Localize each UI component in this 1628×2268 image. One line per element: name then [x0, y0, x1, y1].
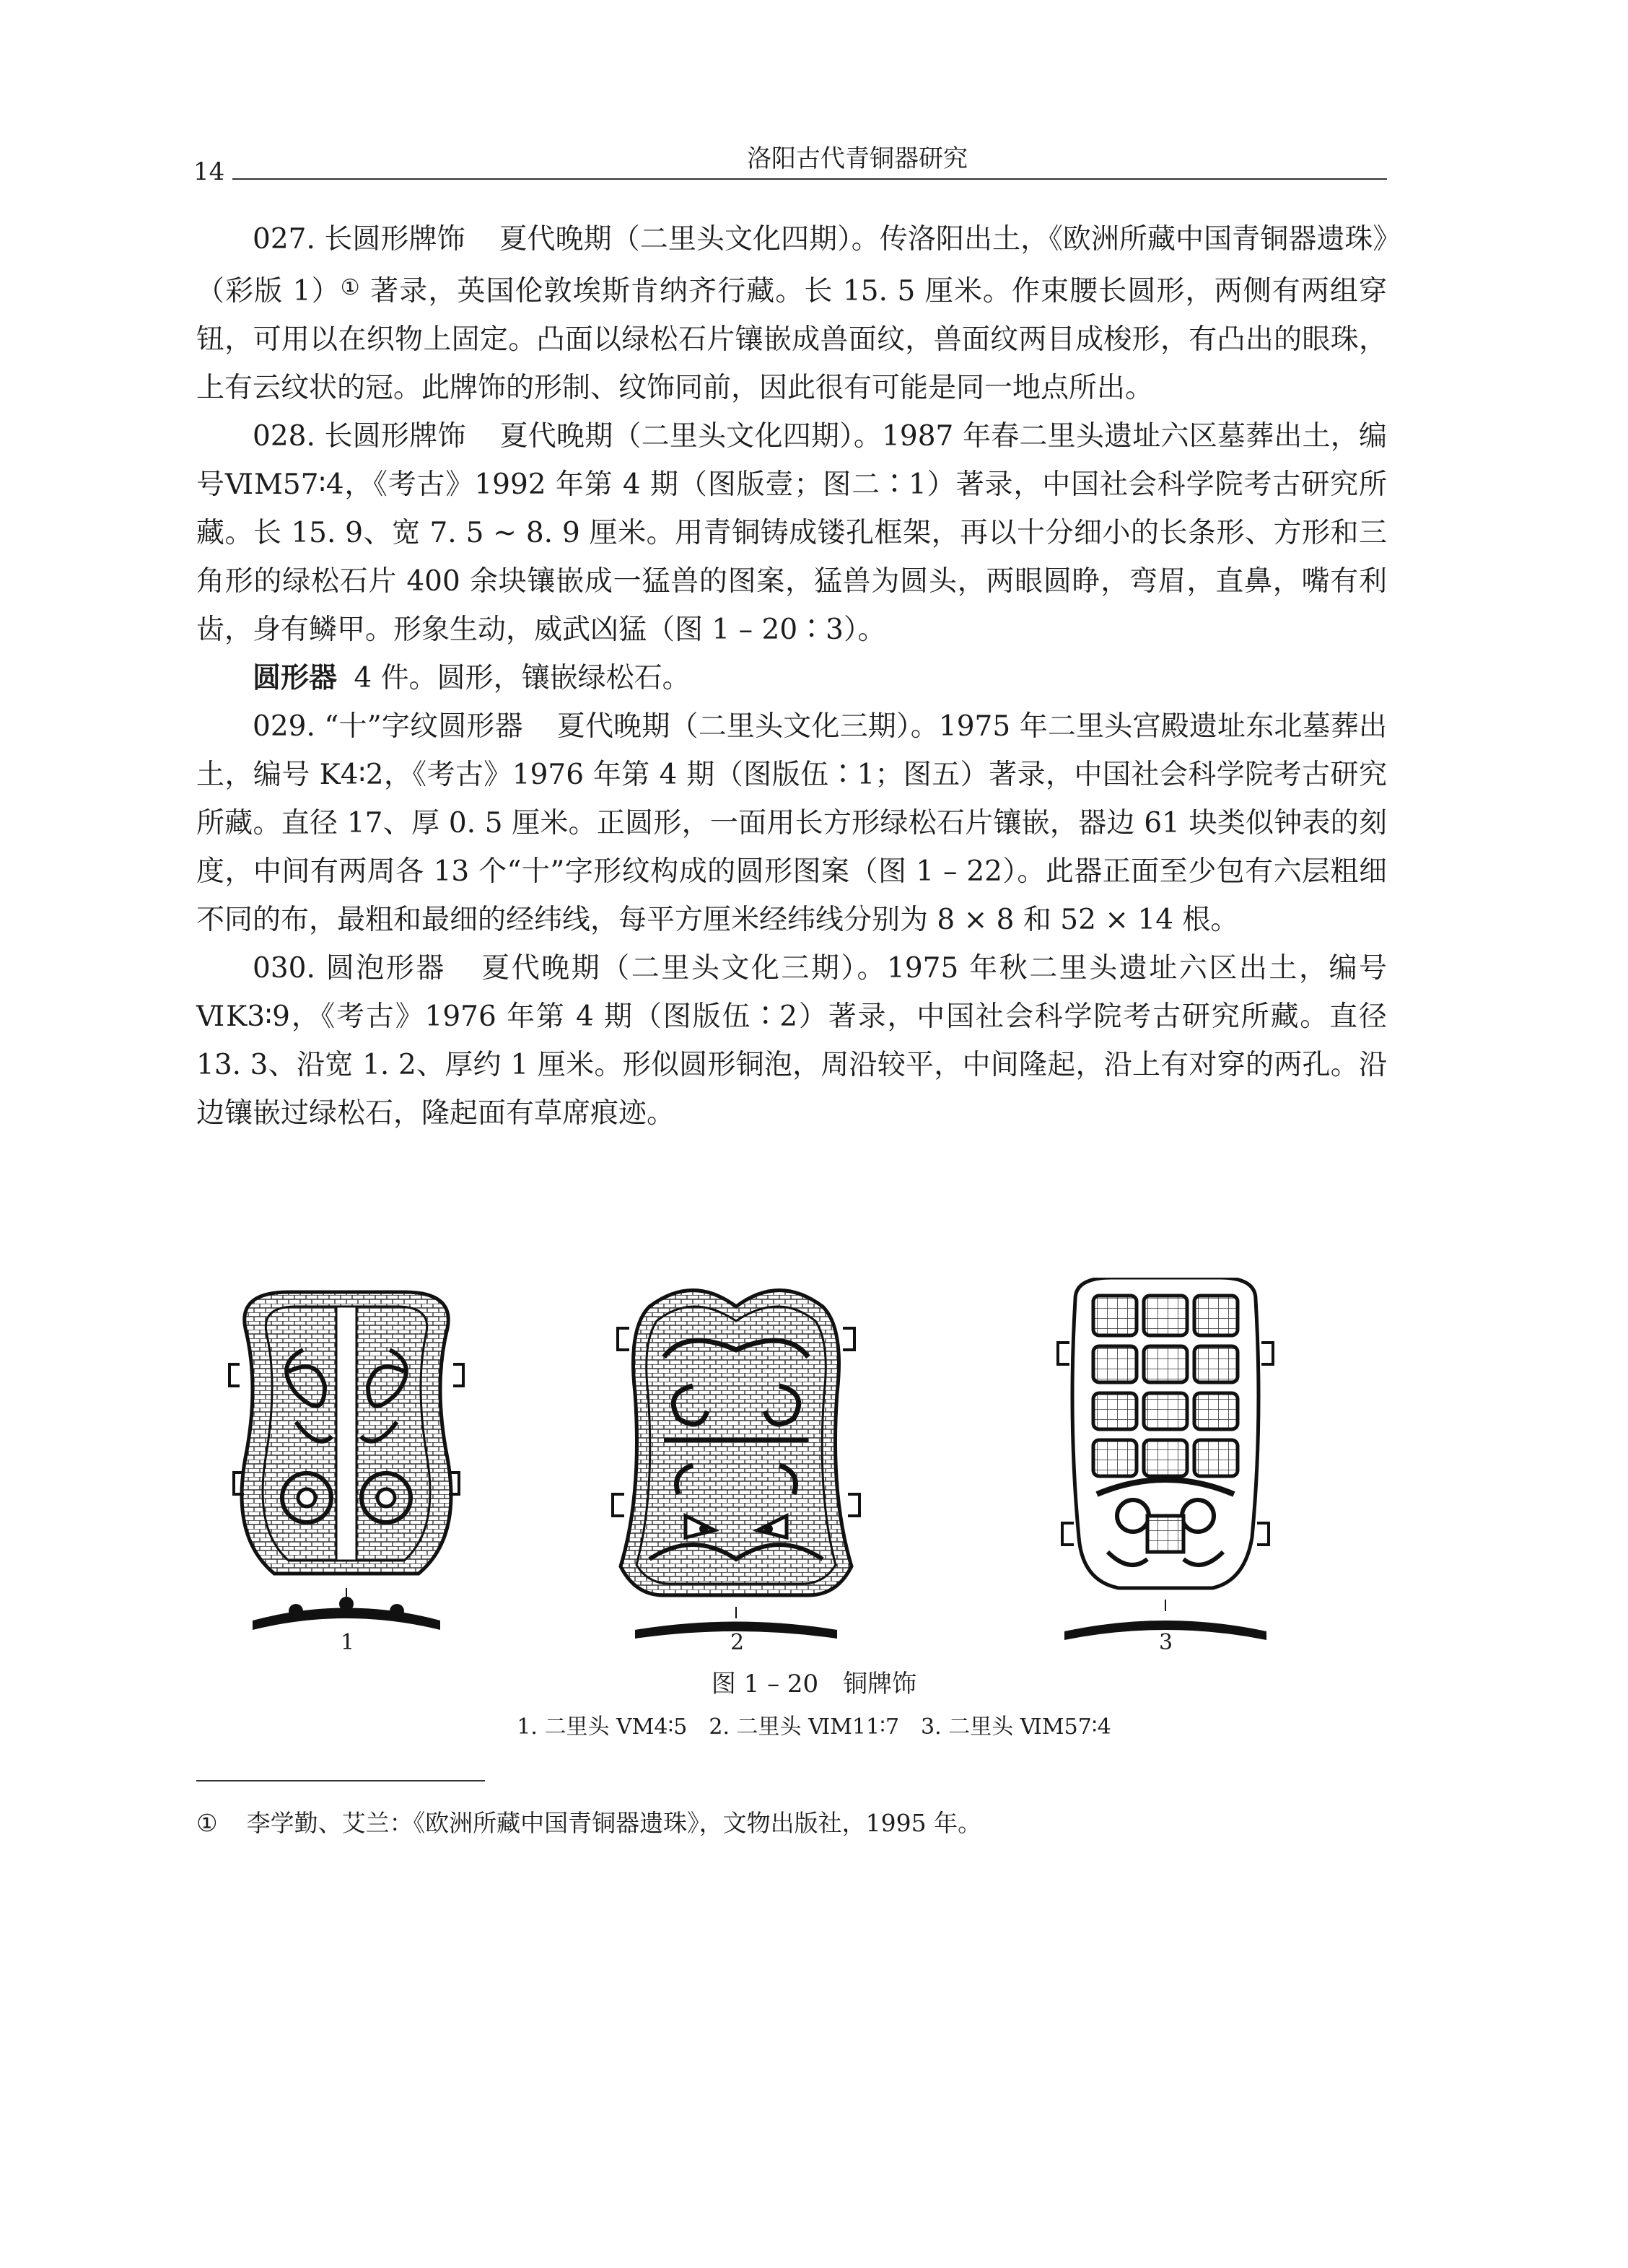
figure-number-2: 2 [730, 1630, 745, 1655]
body-text [196, 215, 1387, 1138]
entry-text: 夏代晚期（二里头文化三期）。1975 年秋二里头遗址六区出土，编号ⅥK3∶9，《考古》1976 年第 4 期（图版伍∶2）著录，中国社会科学院考古研究所藏。直径 13. 3、沿宽 1. 2、厚约 1 厘米。形似圆形铜泡，周沿较平，中间隆起，沿上有对穿的两孔。沿边镶嵌过绿松石，隆起面有草席痕迹。 [196, 952, 1387, 1130]
plaque-1 [229, 1292, 463, 1630]
figure-caption: 图 1 – 20 铜牌饰 [711, 1670, 917, 1698]
entry-028 [196, 412, 1387, 654]
figure-bronze-plaques [188, 1278, 1414, 1653]
entry-029 [196, 702, 1387, 944]
footnote-text: 李学勤、艾兰：《欧洲所藏中国青铜器遗珠》，文物出版社，1995 年。 [246, 1809, 982, 1837]
entry-title: 027. 长圆形牌饰 [253, 223, 465, 256]
footnote-rule [196, 1780, 485, 1781]
plaque-drawings [188, 1278, 1414, 1653]
entry-030 [196, 944, 1387, 1138]
footnote [196, 1809, 1387, 1838]
entry-title: 029. “十”字纹圆形器 [253, 710, 523, 743]
running-title: 洛阳古代青铜器研究 [747, 144, 968, 173]
page-number: 14 [193, 157, 225, 186]
entry-027 [196, 215, 1387, 412]
plaque-3 [1058, 1278, 1273, 1640]
footnote-mark: ① [196, 1809, 218, 1837]
entry-text: 著录，英国伦敦埃斯肯纳齐行藏。长 15. 5 厘米。作束腰长圆形，两侧有两组穿钮，可用以在织物上固定。凸面以绿松石片镶嵌成兽面纹，兽面纹两目成梭形，有凸出的眼珠，上有云纹状的冠。此牌饰的形制、纹饰同前，因此很有可能是同一地点所出。 [196, 275, 1387, 404]
header-rule [232, 178, 1387, 180]
section-text: 4 件。圆形，镶嵌绿松石。 [354, 662, 691, 694]
section-heading-round-objects [196, 654, 1387, 702]
figure-number-3: 3 [1159, 1630, 1173, 1655]
entry-title: 030. 圆泡形器 [253, 952, 446, 985]
entry-text: 夏代晚期（二里头文化四期）。1987 年春二里头遗址六区墓葬出土，编号ⅥM57∶4，《考古》1992 年第 4 期（图版壹；图二∶1）著录，中国社会科学院考古研究所藏。长 15. 9、宽 7. 5 ~ 8. 9 厘米。用青铜铸成镂孔框架，再以十分细小的长条形、方形和三角形的绿松石片 400 余块镶嵌成一猛兽的图案，猛兽为圆头，两眼圆睁，弯眉，直鼻，嘴有利齿，身有鳞甲。形象生动，威武凶猛（图 1 – 20∶3）。 [196, 420, 1388, 646]
footnote-reference[interactable]: ① [340, 275, 361, 300]
figure-legend: 1. 二里头 ⅤM4∶5 2. 二里头 ⅥM11∶7 3. 二里头 ⅥM57∶4 [517, 1714, 1111, 1740]
entry-title: 028. 长圆形牌饰 [253, 420, 466, 453]
section-heading: 圆形器 [253, 661, 338, 694]
entry-text: 夏代晚期（二里头文化三期）。1975 年二里头宫殿遗址东北墓葬出土，编号 K4∶2，《考古》1976 年第 4 期（图版伍∶1；图五）著录，中国社会科学院考古研究所藏。直径 17、厚 0. 5 厘米。正圆形，一面用长方形绿松石片镶嵌，器边 61 块类似钟表的刻度，中间有两周各 13 个“十”字形纹构成的圆形图案（图 1 – 22）。此器正面至少包有六层粗细不同的布，最粗和最细的经纬线，每平方厘米经纬线分别为 8 × 8 和 52 × 14 根。 [196, 710, 1387, 936]
figure-number-1: 1 [341, 1630, 355, 1655]
entry-text: 夏代晚期（二里头文化四期）。传洛阳出土，《欧洲所藏中国青铜器遗珠》（彩版 1） [196, 223, 1387, 308]
plaque-2 [613, 1291, 859, 1639]
